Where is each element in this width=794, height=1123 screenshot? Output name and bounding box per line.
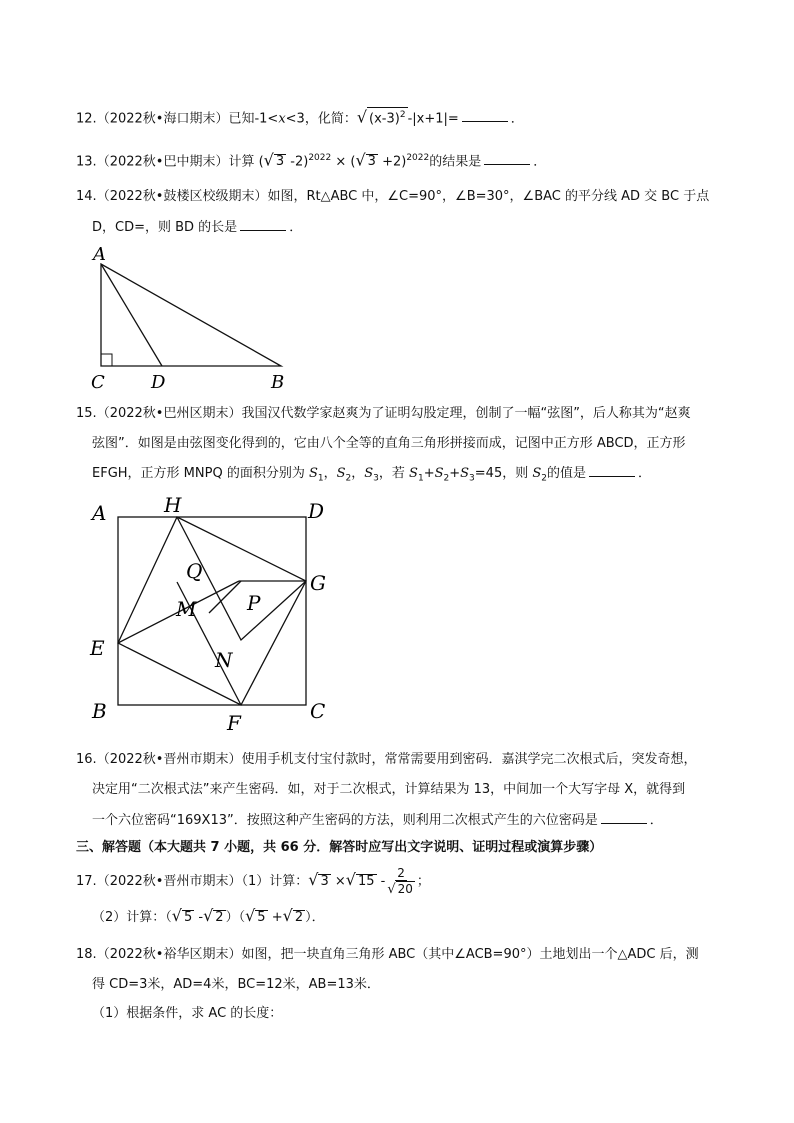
fraction: $\frac{2}{√ 20}$ [387,866,413,897]
label-D: D [308,499,325,523]
label-C: C [91,372,105,393]
label-P: P [247,591,261,615]
label-C: C [310,699,326,723]
question-18-line-3: （1）根据条件，求 AC 的长度： [92,1006,283,1021]
question-15-line-2: 弦图”．如图是由弦图变化得到的，它由八个全等的直角三角形拼接而成，记图中正方形 ABCD，正方形 [92,436,686,451]
radical-sign: √ [356,107,368,127]
question-18-line-2: 得 CD=3米，AD=4米，BC=12米，AB=13米． [92,977,380,992]
label-B: B [92,699,107,723]
label-M: M [176,597,197,621]
question-16-line-1: 16.（2022秋•晋州市期末）使用手机支付宝付款时，常常需要用到密码．嘉淇学完二次根式后，突发奇想， [76,752,697,767]
label-F: F [227,711,241,735]
answer-blank[interactable] [484,152,530,165]
answer-blank[interactable] [589,464,635,477]
answer-blank[interactable] [601,811,647,824]
question-17-part-1: 17.（2022秋•晋州市期末）（1）计算：√ 3 ×√ 15 - $\frac{2}{√ 20}$ ； [76,866,430,897]
triangle-figure [85,240,300,395]
label-B: B [271,372,285,393]
question-14-line-1: 14.（2022秋•鼓楼区校级期末）如图，Rt△ABC 中，∠C=90°，∠B=30°，∠BAC 的平分线 AD 交 BC 于点 [76,189,710,204]
label-A: A [92,501,107,525]
question-16-line-3: 一个六位密码“169X13”．按照这种产生密码的方法，则利用二次根式产生的六位密码是 ． [92,813,663,828]
label-N: N [215,648,233,672]
answer-blank[interactable] [462,109,508,122]
question-18-line-1: 18.（2022秋•裕华区期末）如图，把一块直角三角形 ABC（其中∠ACB=90°）土地划出一个△ADC 后，测 [76,947,699,962]
label-E: E [90,636,105,660]
question-13: 13.（2022秋•巴中期末）计算 (√ 3 -2)$^{2022}$ × (√ 3 +2)$^{2022}$的结果是 ． [76,150,547,170]
question-14-line-2: D，CD=，则 BD 的长是 ． [92,220,303,235]
question-15-line-3: EFGH，正方形 MNPQ 的面积分别为 $S_1$，$S_2$，$S_3$，若 $S_1+S_2+S_3=45$，则 $S_2$的值是 ． [92,466,652,484]
label-H: H [164,493,182,517]
question-15-line-1: 15.（2022秋•巴州区期末）我国汉代数学家赵爽为了证明勾股定理，创制了一幅“弦图”，后人称其为“赵爽 [76,406,691,421]
label-G: G [310,571,326,595]
answer-blank[interactable] [240,218,286,231]
question-17-part-2: （2）计算：（√ 5 -√ 2 ）（√ 5 +√ 2 ）． [92,906,325,925]
label-D: D [151,372,166,393]
zhao-shuang-string-figure [84,490,344,740]
section-3-heading: 三、解答题（本大题共 7 小题，共 66 分．解答时应写出文字说明、证明过程或演算步骤） [76,840,603,855]
label-A: A [93,244,106,265]
question-16-line-2: 决定用“二次根式法”来产生密码．如，对于二次根式，计算结果为 13，中间加一个大写字母 X，就得到 [92,782,686,797]
label-Q: Q [186,559,203,583]
question-12: 12.（2022秋•海口期末）已知-1<x<3，化简：√ $(x-3)^2$ -|x+1|= ． [76,107,524,127]
